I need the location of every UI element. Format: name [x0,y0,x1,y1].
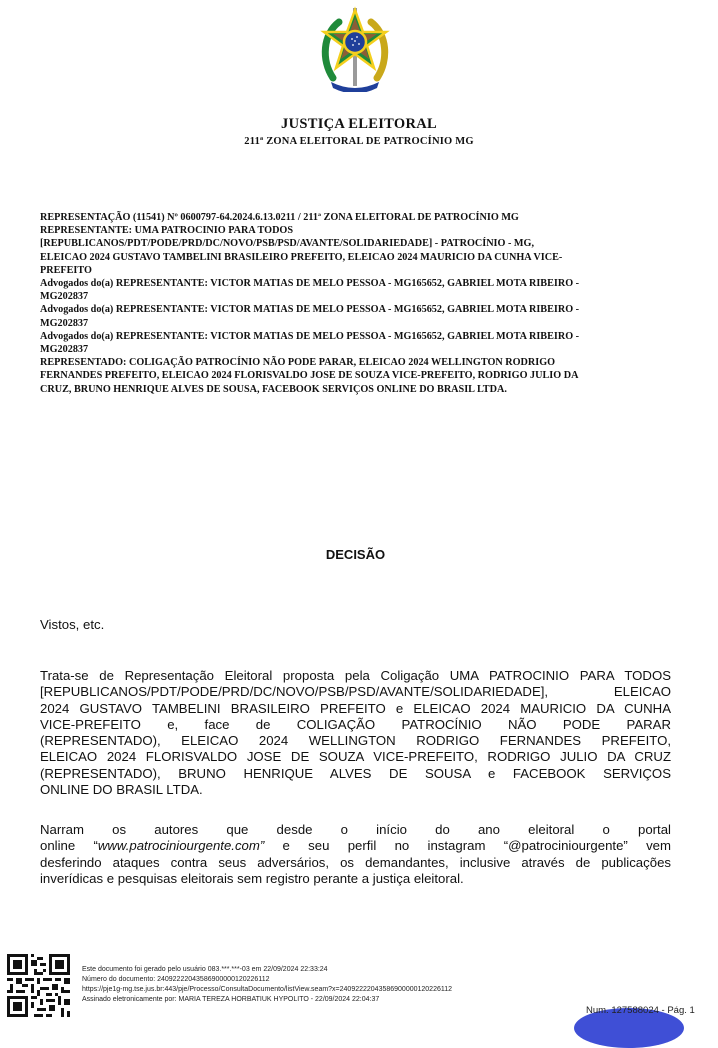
brazil-coat-of-arms-icon [319,4,391,92]
caption-line: REPRESENTADO: COLIGAÇÃO PATROCÍNIO NÃO PODE PARAR, ELEICAO 2024 WELLINGTON RODRIGO [40,357,556,369]
paragraph-2 [40,822,671,887]
paragraph-line: (REPRESENTADO), ELEICAO 2024 WELLINGTON RODRIGO FERNANDES PREFEITO, [40,733,671,749]
caption-line: ELEICAO 2024 GUSTAVO TAMBELINI BRASILEIRO PREFEITO, ELEICAO 2024 MAURICIO DA CUNHA VICE- [40,251,563,263]
footer-generated-line: Este documento foi gerado pelo usuário 083.***.***-03 em 22/09/2024 22:33:24 [82,966,328,973]
paragraph-line: Narram os autores que desde o início do ano eleitoral o portal [40,822,671,837]
paragraph-line: inverídicas e pesquisas eleitorais sem registro perante a justiça eleitoral. [40,870,464,886]
caption-line: FERNANDES PREFEITO, ELEICAO 2024 FLORISVALDO JOSE DE SOUZA VICE-PREFEITO, RODRIGO JULIO DA [40,370,579,382]
paragraph-text: online “ [40,838,98,854]
paragraph-line: VICE-PREFEITO e, face de COLIGAÇÃO PATROCÍNIO NÃO PODE PARAR [40,716,671,732]
paragraph-1 [40,668,671,798]
electoral-zone: 211ª ZONA ELEITORAL DE PATROCÍNIO MG [244,136,474,147]
case-caption [40,211,676,396]
decision-title: DECISÃO [325,547,386,562]
paragraph-line: ONLINE DO BRASIL LTDA. [40,782,203,798]
caption-line: Advogados do(a) REPRESENTANTE: VICTOR MATIAS DE MELO PESSOA - MG165652, GABRIEL MOTA RIBEIRO - [40,304,580,316]
caption-line: MG202837 [40,344,89,356]
footer-document-number: Número do documento: 24092222043586900000120226112 [82,976,270,984]
paragraph-line [40,838,671,854]
opening-phrase: Vistos, etc. [40,617,105,632]
paragraph-line: Trata-se de Representação Eleitoral proposta pela Coligação UMA PATROCINIO PARA TODOS [40,668,671,683]
caption-line: CRUZ, BRUNO HENRIQUE ALVES DE SOUSA, FACEBOOK SERVIÇOS ONLINE DO BRASIL LTDA. [40,383,507,395]
paragraph-text: e seu perfil no instagram “@patrociniourgente” vem [264,838,671,854]
footer-signature: Assinado eletronicamente por: MARIA TEREZA HORBATIUK HYPOLITO - 22/09/2024 22:04:37 [82,996,380,1004]
paragraph-line: 2024 GUSTAVO TAMBELINI BRASILEIRO PREFEITO e ELEICAO 2024 MAURICIO DA CUNHA [40,700,671,716]
paragraph-line: (REPRESENTADO), BRUNO HENRIQUE ALVES DE SOUSA e FACEBOOK SERVIÇOS [40,765,671,781]
caption-line: MG202837 [40,291,89,303]
caption-line: REPRESENTANTE: UMA PATROCINIO PARA TODOS [40,225,294,237]
caption-line: Advogados do(a) REPRESENTANTE: VICTOR MATIAS DE MELO PESSOA - MG165652, GABRIEL MOTA RIBEIRO - [40,278,580,290]
caption-line: PREFEITO [40,264,92,276]
page-number: Num. 127588024 - Pág. 1 [586,1005,695,1016]
footer-document-url[interactable]: https://pje1g-mg.tse.jus.br:443/pje/Processo/ConsultaDocumento/listView.seam?x=24092222043586900000120226112 [82,986,453,994]
website-link[interactable]: www.patrociniourgente.com” [97,838,265,854]
caption-line: MG202837 [40,317,89,329]
caption-line: Advogados do(a) REPRESENTANTE: VICTOR MATIAS DE MELO PESSOA - MG165652, GABRIEL MOTA RIBEIRO - [40,330,580,342]
institution-title: JUSTIÇA ELEITORAL [281,116,437,132]
paragraph-line: ELEICAO 2024 FLORISVALDO JOSE DE SOUZA VICE-PREFEITO, RODRIGO JULIO DA CRUZ [40,749,671,765]
qr-code-icon [7,954,70,1017]
paragraph-line: [REPUBLICANOS/PDT/PODE/PRD/DC/NOVO/PSB/PSD/AVANTE/SOLIDARIEDADE], ELEICAO [40,684,671,700]
paragraph-line: desferindo ataques contra seus adversários, os demandantes, inclusive através de publicações [40,854,671,870]
caption-line: REPRESENTAÇÃO (11541) Nº 0600797-64.2024.6.13.0211 / 211ª ZONA ELEITORAL DE PATROCÍNIO MG [40,212,519,223]
caption-line: [REPUBLICANOS/PDT/PODE/PRD/DC/NOVO/PSB/PSD/AVANTE/SOLIDARIEDADE] - PATROCÍNIO - MG, [40,238,535,250]
footer-info [82,965,452,1005]
